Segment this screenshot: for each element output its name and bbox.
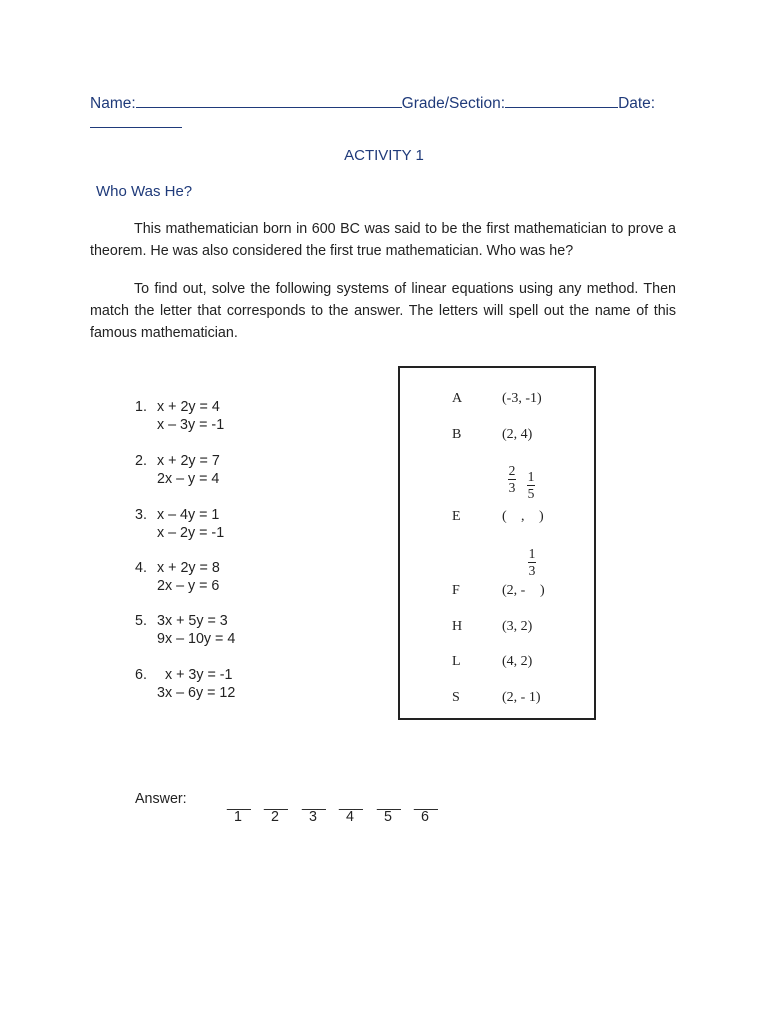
answer-number-2: 2 <box>271 809 279 825</box>
answer-key-box <box>398 366 596 720</box>
fraction-denominator: 3 <box>528 563 536 578</box>
equation-number: 5. <box>135 613 147 629</box>
key-value-s: (2, - 1) <box>502 690 541 705</box>
answer-blank-5[interactable]: ___ <box>377 795 401 811</box>
instructions-paragraph: To find out, solve the following systems of linear equations using any method. Then match the letter that corresponds to the answer. The letters will spell out the name of this famous mathematician. <box>90 281 676 341</box>
equation-line: x + 3y = -1 <box>157 667 233 683</box>
key-value-h: (3, 2) <box>502 619 533 634</box>
key-value-a: (-3, -1) <box>502 391 542 406</box>
equation-system-2 <box>135 452 220 488</box>
fraction-numerator: 2 <box>508 463 516 478</box>
equation-system-5 <box>135 612 235 648</box>
answer-blank-1[interactable]: ___ <box>227 795 251 811</box>
date-label: Date: <box>618 95 656 112</box>
key-f-fraction <box>528 547 536 578</box>
name-field-line[interactable] <box>136 92 402 108</box>
date-field-line[interactable] <box>90 113 182 128</box>
equation-number: 6. <box>135 667 147 683</box>
key-value-b: (2, 4) <box>502 427 533 442</box>
answer-number-3: 3 <box>309 809 317 825</box>
equation-number: 3. <box>135 507 147 523</box>
key-e-fraction-y <box>527 470 535 501</box>
intro-paragraph: This mathematician born in 600 BC was said to be the first mathematician to prove a theorem. He was also considered the first true mathematician. Who was he? <box>90 221 676 259</box>
equation-line: 3x + 5y = 3 <box>157 613 228 629</box>
fraction-denominator: 5 <box>527 486 535 501</box>
key-value-f: (2, - <box>502 583 526 598</box>
key-letter-a: A <box>452 391 463 406</box>
answer-number-1: 1 <box>234 809 242 825</box>
key-e-comma: , <box>521 509 525 524</box>
equation-system-1 <box>135 398 224 434</box>
equation-number: 1. <box>135 399 147 415</box>
fraction-numerator: 1 <box>528 546 536 561</box>
key-letter-f: F <box>452 583 460 598</box>
equation-line: x + 2y = 4 <box>157 399 220 415</box>
key-letter-e: E <box>452 509 461 524</box>
answer-number-6: 6 <box>421 809 429 825</box>
equation-line: x – 4y = 1 <box>157 507 220 523</box>
answer-blank-2[interactable]: ___ <box>264 795 288 811</box>
equation-line: 9x – 10y = 4 <box>157 631 236 647</box>
answer-number-5: 5 <box>384 809 392 825</box>
equation-system-6 <box>135 666 235 702</box>
grade-label: Grade/Section: <box>401 95 506 112</box>
key-letter-l: L <box>452 654 461 669</box>
equation-line: 2x – y = 4 <box>157 471 220 487</box>
answer-blank-6[interactable]: ___ <box>414 795 438 811</box>
equation-number: 4. <box>135 560 147 576</box>
key-letter-s: S <box>452 690 460 705</box>
key-f-paren-close: ) <box>540 583 545 598</box>
equation-line: x + 2y = 7 <box>157 453 220 469</box>
equation-line: 2x – y = 6 <box>157 578 220 594</box>
equation-system-4 <box>135 559 220 595</box>
key-e-fraction-x <box>508 464 516 495</box>
key-value-l: (4, 2) <box>502 654 533 669</box>
equation-line: 3x – 6y = 12 <box>157 685 236 701</box>
answer-blank-4[interactable]: ___ <box>339 795 363 811</box>
equation-line: x – 2y = -1 <box>157 525 225 541</box>
grade-field-line[interactable] <box>505 92 618 108</box>
key-e-paren-close: ) <box>539 509 544 524</box>
key-e-paren-open: ( <box>502 509 507 524</box>
answer-label: Answer: <box>135 791 187 807</box>
name-label: Name: <box>90 95 136 112</box>
activity-title: ACTIVITY 1 <box>344 147 424 164</box>
fraction-numerator: 1 <box>527 469 535 484</box>
equation-line: x + 2y = 8 <box>157 560 220 576</box>
equation-number: 2. <box>135 453 147 469</box>
fraction-denominator: 3 <box>508 480 516 495</box>
key-letter-b: B <box>452 427 462 442</box>
key-letter-h: H <box>452 619 463 634</box>
section-subtitle: Who Was He? <box>96 183 193 200</box>
answer-number-4: 4 <box>346 809 354 825</box>
answer-blank-3[interactable]: ___ <box>302 795 326 811</box>
header-row <box>90 92 680 113</box>
equation-line: x – 3y = -1 <box>157 417 225 433</box>
equation-system-3 <box>135 506 224 542</box>
